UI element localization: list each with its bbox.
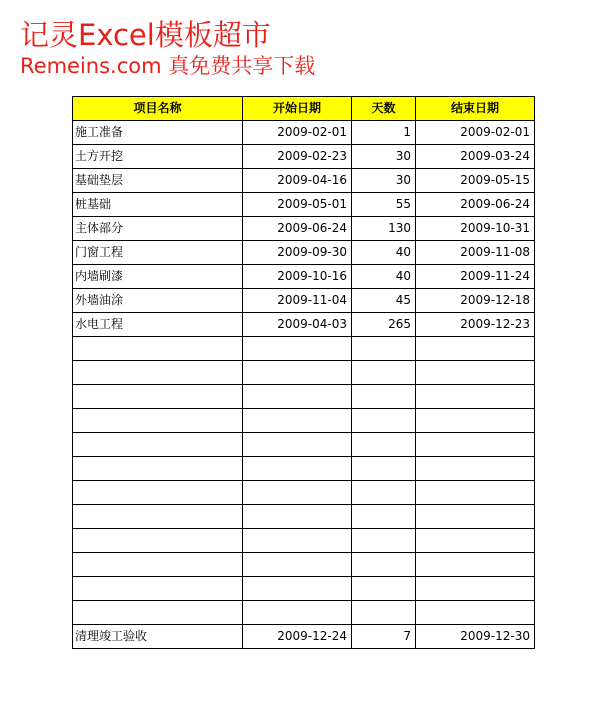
table-row xyxy=(73,313,535,337)
table-row xyxy=(73,529,535,553)
cell-project-name[interactable] xyxy=(73,481,243,505)
cell-project-name[interactable]: 水电工程 xyxy=(73,313,243,337)
cell-end-date[interactable]: 2009-12-23 xyxy=(416,313,535,337)
table-row xyxy=(73,169,535,193)
cell-start-date[interactable]: 2009-06-24 xyxy=(243,217,352,241)
table-row xyxy=(73,241,535,265)
cell-start-date[interactable] xyxy=(243,505,352,529)
cell-days[interactable] xyxy=(352,529,416,553)
cell-end-date[interactable] xyxy=(416,577,535,601)
cell-end-date[interactable]: 2009-06-24 xyxy=(416,193,535,217)
cell-days[interactable]: 1 xyxy=(352,121,416,145)
header-row xyxy=(73,97,535,121)
cell-start-date[interactable] xyxy=(243,337,352,361)
cell-project-name[interactable] xyxy=(73,601,243,625)
table-row xyxy=(73,553,535,577)
cell-start-date[interactable]: 2009-04-16 xyxy=(243,169,352,193)
cell-end-date[interactable]: 2009-12-30 xyxy=(416,625,535,649)
cell-project-name[interactable]: 基础垫层 xyxy=(73,169,243,193)
table-row xyxy=(73,265,535,289)
cell-project-name[interactable] xyxy=(73,553,243,577)
cell-project-name[interactable]: 主体部分 xyxy=(73,217,243,241)
header-project-name[interactable]: 项目名称 xyxy=(73,97,243,121)
schedule-table xyxy=(72,96,535,649)
table-row xyxy=(73,193,535,217)
table-row xyxy=(73,289,535,313)
cell-days[interactable] xyxy=(352,457,416,481)
cell-start-date[interactable] xyxy=(243,433,352,457)
cell-days[interactable] xyxy=(352,577,416,601)
cell-project-name[interactable] xyxy=(73,409,243,433)
table-row xyxy=(73,361,535,385)
cell-project-name[interactable]: 土方开挖 xyxy=(73,145,243,169)
table-row xyxy=(73,601,535,625)
cell-start-date[interactable] xyxy=(243,385,352,409)
table-row xyxy=(73,217,535,241)
cell-end-date[interactable] xyxy=(416,385,535,409)
cell-start-date[interactable]: 2009-10-16 xyxy=(243,265,352,289)
cell-end-date[interactable] xyxy=(416,601,535,625)
table-row xyxy=(73,625,535,649)
cell-end-date[interactable]: 2009-12-18 xyxy=(416,289,535,313)
cell-start-date[interactable]: 2009-12-24 xyxy=(243,625,352,649)
cell-start-date[interactable] xyxy=(243,481,352,505)
cell-days[interactable] xyxy=(352,433,416,457)
table-row xyxy=(73,577,535,601)
cell-project-name[interactable] xyxy=(73,385,243,409)
cell-end-date[interactable] xyxy=(416,553,535,577)
cell-end-date[interactable] xyxy=(416,361,535,385)
cell-days[interactable]: 7 xyxy=(352,625,416,649)
cell-end-date[interactable] xyxy=(416,409,535,433)
brand-watermark xyxy=(20,18,316,80)
cell-end-date[interactable]: 2009-03-24 xyxy=(416,145,535,169)
cell-days[interactable]: 265 xyxy=(352,313,416,337)
table-row xyxy=(73,505,535,529)
cell-project-name[interactable]: 桩基础 xyxy=(73,193,243,217)
cell-days[interactable]: 40 xyxy=(352,265,416,289)
cell-end-date[interactable]: 2009-11-24 xyxy=(416,265,535,289)
table-row xyxy=(73,385,535,409)
header-days[interactable]: 天数 xyxy=(352,97,416,121)
cell-days[interactable] xyxy=(352,481,416,505)
cell-end-date[interactable] xyxy=(416,529,535,553)
cell-days[interactable]: 55 xyxy=(352,193,416,217)
cell-days[interactable]: 30 xyxy=(352,145,416,169)
brand-title: 记灵Excel模板超市 xyxy=(20,18,271,52)
cell-days[interactable] xyxy=(352,505,416,529)
cell-project-name[interactable]: 门窗工程 xyxy=(73,241,243,265)
cell-days[interactable] xyxy=(352,601,416,625)
cell-days[interactable] xyxy=(352,385,416,409)
cell-start-date[interactable] xyxy=(243,577,352,601)
cell-days[interactable]: 30 xyxy=(352,169,416,193)
header-end-date[interactable]: 结束日期 xyxy=(416,97,535,121)
cell-days[interactable]: 45 xyxy=(352,289,416,313)
cell-project-name[interactable]: 外墙油涂 xyxy=(73,289,243,313)
cell-start-date[interactable]: 2009-02-23 xyxy=(243,145,352,169)
cell-start-date[interactable]: 2009-04-03 xyxy=(243,313,352,337)
brand-subtitle: Remeins.com 真免费共享下载 xyxy=(20,54,316,78)
cell-days[interactable] xyxy=(352,361,416,385)
cell-start-date[interactable]: 2009-05-01 xyxy=(243,193,352,217)
table-row xyxy=(73,145,535,169)
cell-start-date[interactable] xyxy=(243,529,352,553)
cell-project-name[interactable]: 内墙刷漆 xyxy=(73,265,243,289)
table-row xyxy=(73,121,535,145)
table-row xyxy=(73,481,535,505)
cell-start-date[interactable]: 2009-09-30 xyxy=(243,241,352,265)
cell-project-name[interactable]: 施工准备 xyxy=(73,121,243,145)
cell-start-date[interactable] xyxy=(243,409,352,433)
cell-start-date[interactable] xyxy=(243,601,352,625)
cell-start-date[interactable] xyxy=(243,361,352,385)
cell-project-name[interactable] xyxy=(73,337,243,361)
cell-end-date[interactable] xyxy=(416,457,535,481)
table-row xyxy=(73,433,535,457)
cell-end-date[interactable] xyxy=(416,505,535,529)
cell-end-date[interactable]: 2009-02-01 xyxy=(416,121,535,145)
cell-start-date[interactable]: 2009-11-04 xyxy=(243,289,352,313)
cell-project-name[interactable] xyxy=(73,457,243,481)
cell-end-date[interactable]: 2009-05-15 xyxy=(416,169,535,193)
cell-project-name[interactable]: 清理竣工验收 xyxy=(73,625,243,649)
cell-end-date[interactable] xyxy=(416,433,535,457)
table-body xyxy=(73,121,535,649)
cell-project-name[interactable] xyxy=(73,433,243,457)
cell-days[interactable] xyxy=(352,337,416,361)
cell-project-name[interactable] xyxy=(73,361,243,385)
cell-project-name[interactable] xyxy=(73,505,243,529)
cell-project-name[interactable] xyxy=(73,577,243,601)
cell-project-name[interactable] xyxy=(73,529,243,553)
table-row xyxy=(73,409,535,433)
cell-start-date[interactable] xyxy=(243,553,352,577)
cell-end-date[interactable] xyxy=(416,481,535,505)
cell-days[interactable] xyxy=(352,409,416,433)
cell-end-date[interactable]: 2009-11-08 xyxy=(416,241,535,265)
table-row xyxy=(73,337,535,361)
cell-days[interactable] xyxy=(352,553,416,577)
cell-start-date[interactable] xyxy=(243,457,352,481)
table-row xyxy=(73,457,535,481)
cell-end-date[interactable] xyxy=(416,337,535,361)
header-start-date[interactable]: 开始日期 xyxy=(243,97,352,121)
cell-days[interactable]: 40 xyxy=(352,241,416,265)
cell-days[interactable]: 130 xyxy=(352,217,416,241)
cell-end-date[interactable]: 2009-10-31 xyxy=(416,217,535,241)
cell-start-date[interactable]: 2009-02-01 xyxy=(243,121,352,145)
